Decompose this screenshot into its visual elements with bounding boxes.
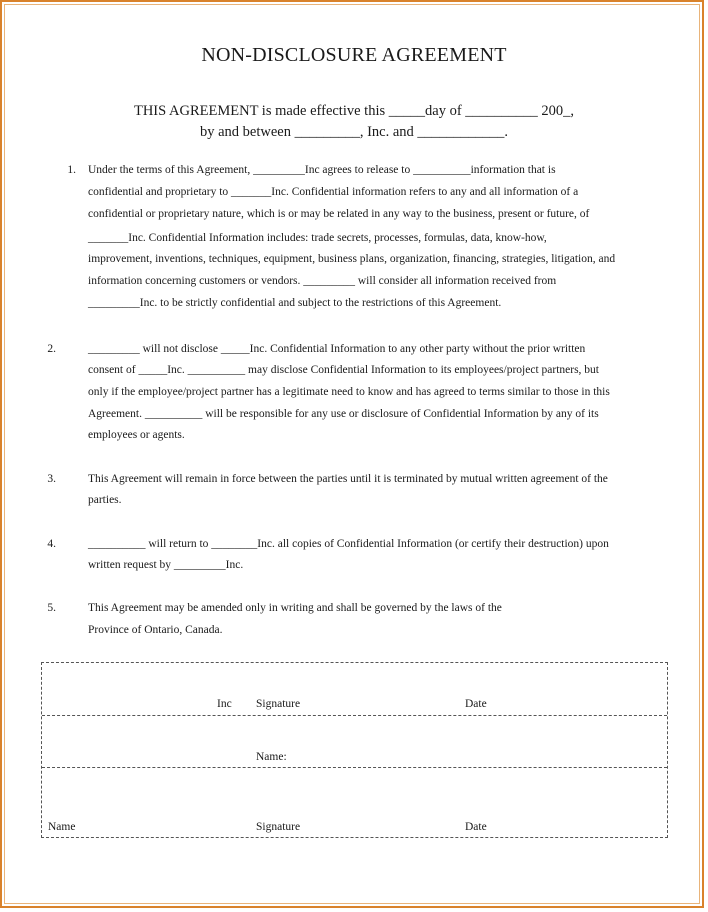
clause-line: confidential or proprietary nature, which is or may be related in any way to the business, present or future, of <box>88 208 590 220</box>
date-label: Date <box>465 698 487 710</box>
inc-label: Inc <box>217 698 232 710</box>
clause-line: written request by _________Inc. <box>88 559 244 571</box>
signature-block <box>41 662 668 838</box>
clause-line: parties. <box>88 494 122 506</box>
clause-number: 2. <box>47 343 56 355</box>
name-label: Name: <box>256 751 287 763</box>
clause-number: 4. <box>47 538 56 550</box>
signature-row-divider <box>42 715 667 716</box>
clause-line: consent of _____Inc. __________ may disclose Confidential Information to its employees/project partners, but <box>88 364 600 376</box>
clause-line: __________ will return to ________Inc. all copies of Confidential Information (or certify their destruction) upon <box>88 538 609 550</box>
date-label: Date <box>465 821 487 833</box>
intro-line-2: by and between _________, Inc. and ____________. <box>199 124 509 140</box>
clause-line: _________ will not disclose _____Inc. Confidential Information to any other party without the prior written <box>88 343 586 355</box>
clause-line: employees or agents. <box>88 429 185 441</box>
name-label: Name <box>48 821 76 833</box>
clause-line: This Agreement may be amended only in writing and shall be governed by the laws of the <box>88 602 502 614</box>
clause-line: information concerning customers or vendors. _________ will consider all information received from <box>88 275 557 287</box>
clause-line: _________Inc. to be strictly confidential and subject to the restrictions of this Agreement. <box>88 297 502 309</box>
clause-line: Agreement. __________ will be responsible for any use or disclosure of Confidential Information by any of its <box>88 408 599 420</box>
clause-line: improvement, inventions, techniques, equipment, business plans, organization, financing, strategies, litigation, and <box>88 253 616 265</box>
clause-number: 3. <box>47 473 56 485</box>
signature-label: Signature <box>256 821 301 833</box>
clause-line: only if the employee/project partner has a legitimate need to know and has agreed to terms similar to those in this <box>88 386 610 398</box>
clause-line: _______Inc. Confidential Information includes: trade secrets, processes, formulas, data, know-how, <box>88 232 547 244</box>
signature-label: Signature <box>256 698 301 710</box>
clause-line: This Agreement will remain in force between the parties until it is terminated by mutual written agreement of the <box>88 473 608 485</box>
document-title: NON-DISCLOSURE AGREEMENT <box>201 44 507 66</box>
intro-line-1: THIS AGREEMENT is made effective this _____day of __________ 200_, <box>133 103 575 119</box>
clause-line: Under the terms of this Agreement, _________Inc agrees to release to __________information that is <box>88 164 556 176</box>
signature-row-divider <box>42 767 667 768</box>
clause-line: confidential and proprietary to _______Inc. Confidential information refers to any and all information of a <box>88 186 579 198</box>
clause-line: Province of Ontario, Canada. <box>88 624 223 636</box>
clause-number: 5. <box>47 602 56 614</box>
clause-number: 1. <box>67 164 76 176</box>
